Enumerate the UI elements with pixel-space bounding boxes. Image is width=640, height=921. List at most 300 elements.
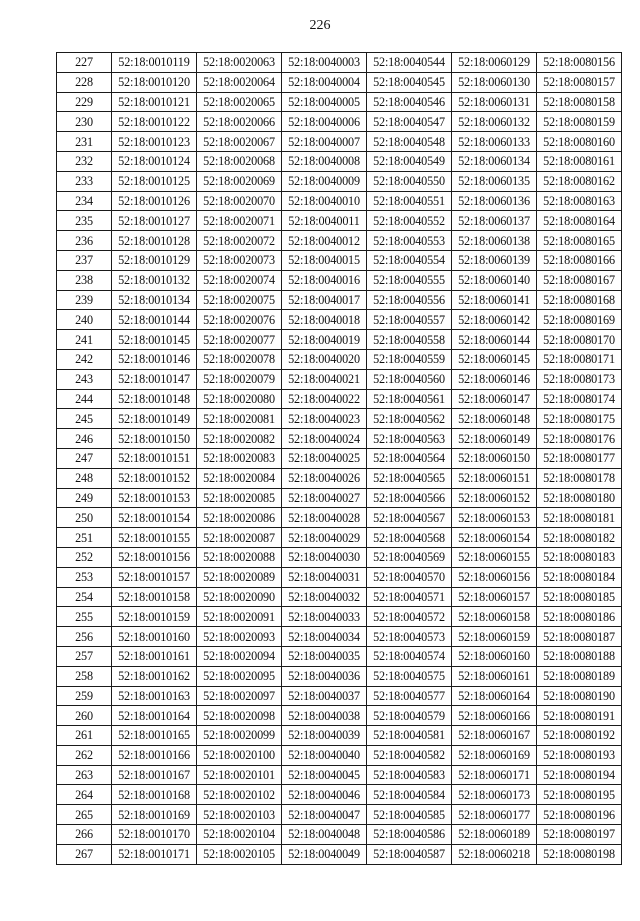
cadastral-number-cell: 52:18:0060150 xyxy=(452,448,537,468)
cadastral-number-cell: 52:18:0040040 xyxy=(282,745,367,765)
cadastral-number-cell: 52:18:0060131 xyxy=(452,92,537,112)
cadastral-number-cell: 52:18:0040029 xyxy=(282,528,367,548)
cadastral-number-cell: 52:18:0040557 xyxy=(367,310,452,330)
cadastral-number-cell: 52:18:0040544 xyxy=(367,53,452,73)
cadastral-number-cell: 52:18:0040011 xyxy=(282,211,367,231)
cadastral-number-cell: 52:18:0040018 xyxy=(282,310,367,330)
cadastral-number-cell: 52:18:0020063 xyxy=(197,53,282,73)
cadastral-number-cell: 52:18:0020091 xyxy=(197,607,282,627)
cadastral-number-cell: 52:18:0040034 xyxy=(282,627,367,647)
cadastral-number-cell: 52:18:0010156 xyxy=(112,547,197,567)
cadastral-number-cell: 52:18:0060173 xyxy=(452,785,537,805)
cadastral-number-cell: 52:18:0010129 xyxy=(112,250,197,270)
cadastral-number-cell: 52:18:0040573 xyxy=(367,627,452,647)
cadastral-number-cell: 52:18:0010164 xyxy=(112,706,197,726)
cadastral-number-cell: 52:18:0040024 xyxy=(282,429,367,449)
cadastral-number-cell: 52:18:0040008 xyxy=(282,151,367,171)
cadastral-number-cell: 52:18:0040546 xyxy=(367,92,452,112)
cadastral-number-cell: 52:18:0020102 xyxy=(197,785,282,805)
cadastral-number-cell: 52:18:0040545 xyxy=(367,72,452,92)
row-number-cell: 240 xyxy=(57,310,112,330)
cadastral-number-cell: 52:18:0040006 xyxy=(282,112,367,132)
cadastral-number-cell: 52:18:0020104 xyxy=(197,825,282,845)
table-row xyxy=(57,587,622,607)
cadastral-number-cell: 52:18:0020105 xyxy=(197,844,282,864)
cadastral-number-cell: 52:18:0040035 xyxy=(282,646,367,666)
cadastral-number-cell: 52:18:0010158 xyxy=(112,587,197,607)
cadastral-number-cell: 52:18:0010145 xyxy=(112,330,197,350)
row-number-cell: 255 xyxy=(57,607,112,627)
cadastral-number-cell: 52:18:0010152 xyxy=(112,468,197,488)
table-row xyxy=(57,171,622,191)
cadastral-number-cell: 52:18:0080189 xyxy=(537,666,622,686)
cadastral-number-cell: 52:18:0080183 xyxy=(537,547,622,567)
cadastral-number-cell: 52:18:0060133 xyxy=(452,132,537,152)
cadastral-number-cell: 52:18:0020065 xyxy=(197,92,282,112)
table-row xyxy=(57,191,622,211)
cadastral-number-cell: 52:18:0080164 xyxy=(537,211,622,231)
cadastral-number-cell: 52:18:0040569 xyxy=(367,547,452,567)
cadastral-number-cell: 52:18:0040549 xyxy=(367,151,452,171)
cadastral-number-cell: 52:18:0010126 xyxy=(112,191,197,211)
cadastral-number-cell: 52:18:0010171 xyxy=(112,844,197,864)
cadastral-number-cell: 52:18:0010170 xyxy=(112,825,197,845)
cadastral-number-cell: 52:18:0080191 xyxy=(537,706,622,726)
cadastral-number-cell: 52:18:0080180 xyxy=(537,488,622,508)
cadastral-number-cell: 52:18:0080187 xyxy=(537,627,622,647)
cadastral-number-cell: 52:18:0020066 xyxy=(197,112,282,132)
cadastral-number-cell: 52:18:0040585 xyxy=(367,805,452,825)
cadastral-number-cell: 52:18:0060154 xyxy=(452,528,537,548)
table-row xyxy=(57,112,622,132)
cadastral-number-cell: 52:18:0040028 xyxy=(282,508,367,528)
cadastral-number-cell: 52:18:0040048 xyxy=(282,825,367,845)
cadastral-number-cell: 52:18:0010127 xyxy=(112,211,197,231)
table-row xyxy=(57,745,622,765)
cadastral-number-cell: 52:18:0010149 xyxy=(112,409,197,429)
cadastral-number-cell: 52:18:0040572 xyxy=(367,607,452,627)
cadastral-number-cell: 52:18:0020090 xyxy=(197,587,282,607)
cadastral-number-cell: 52:18:0080160 xyxy=(537,132,622,152)
cadastral-number-cell: 52:18:0040579 xyxy=(367,706,452,726)
cadastral-number-cell: 52:18:0080196 xyxy=(537,805,622,825)
cadastral-number-cell: 52:18:0080158 xyxy=(537,92,622,112)
cadastral-number-cell: 52:18:0080168 xyxy=(537,290,622,310)
cadastral-number-cell: 52:18:0040556 xyxy=(367,290,452,310)
cadastral-number-cell: 52:18:0060167 xyxy=(452,726,537,746)
cadastral-number-cell: 52:18:0060169 xyxy=(452,745,537,765)
table-row xyxy=(57,429,622,449)
cadastral-number-cell: 52:18:0010165 xyxy=(112,726,197,746)
cadastral-number-cell: 52:18:0010167 xyxy=(112,765,197,785)
cadastral-number-cell: 52:18:0010161 xyxy=(112,646,197,666)
row-number-cell: 249 xyxy=(57,488,112,508)
cadastral-number-cell: 52:18:0060147 xyxy=(452,389,537,409)
cadastral-number-cell: 52:18:0040566 xyxy=(367,488,452,508)
cadastral-table-container xyxy=(56,52,622,865)
cadastral-number-cell: 52:18:0020086 xyxy=(197,508,282,528)
table-row xyxy=(57,92,622,112)
cadastral-number-cell: 52:18:0040010 xyxy=(282,191,367,211)
cadastral-number-cell: 52:18:0040007 xyxy=(282,132,367,152)
table-row xyxy=(57,72,622,92)
table-row xyxy=(57,448,622,468)
cadastral-number-cell: 52:18:0040016 xyxy=(282,270,367,290)
cadastral-number-cell: 52:18:0020071 xyxy=(197,211,282,231)
table-row xyxy=(57,389,622,409)
table-row xyxy=(57,508,622,528)
cadastral-number-cell: 52:18:0020080 xyxy=(197,389,282,409)
table-row xyxy=(57,231,622,251)
table-row xyxy=(57,646,622,666)
cadastral-number-cell: 52:18:0040023 xyxy=(282,409,367,429)
cadastral-number-cell: 52:18:0040019 xyxy=(282,330,367,350)
cadastral-number-cell: 52:18:0010168 xyxy=(112,785,197,805)
cadastral-number-cell: 52:18:0040586 xyxy=(367,825,452,845)
cadastral-number-cell: 52:18:0020072 xyxy=(197,231,282,251)
table-row xyxy=(57,726,622,746)
cadastral-number-cell: 52:18:0010124 xyxy=(112,151,197,171)
row-number-cell: 267 xyxy=(57,844,112,864)
table-row xyxy=(57,528,622,548)
cadastral-number-cell: 52:18:0080161 xyxy=(537,151,622,171)
cadastral-number-cell: 52:18:0060218 xyxy=(452,844,537,864)
cadastral-number-cell: 52:18:0040550 xyxy=(367,171,452,191)
cadastral-number-cell: 52:18:0040045 xyxy=(282,765,367,785)
cadastral-number-cell: 52:18:0080163 xyxy=(537,191,622,211)
row-number-cell: 251 xyxy=(57,528,112,548)
cadastral-number-cell: 52:18:0040039 xyxy=(282,726,367,746)
cadastral-number-cell: 52:18:0010132 xyxy=(112,270,197,290)
cadastral-number-cell: 52:18:0010153 xyxy=(112,488,197,508)
cadastral-number-cell: 52:18:0010119 xyxy=(112,53,197,73)
cadastral-number-cell: 52:18:0020095 xyxy=(197,666,282,686)
cadastral-number-cell: 52:18:0080182 xyxy=(537,528,622,548)
cadastral-number-cell: 52:18:0010134 xyxy=(112,290,197,310)
row-number-cell: 246 xyxy=(57,429,112,449)
cadastral-number-cell: 52:18:0040009 xyxy=(282,171,367,191)
cadastral-number-cell: 52:18:0060141 xyxy=(452,290,537,310)
row-number-cell: 244 xyxy=(57,389,112,409)
cadastral-number-cell: 52:18:0020103 xyxy=(197,805,282,825)
cadastral-number-cell: 52:18:0060164 xyxy=(452,686,537,706)
row-number-cell: 236 xyxy=(57,231,112,251)
row-number-cell: 266 xyxy=(57,825,112,845)
cadastral-number-cell: 52:18:0020077 xyxy=(197,330,282,350)
cadastral-number-cell: 52:18:0040012 xyxy=(282,231,367,251)
cadastral-number-cell: 52:18:0080197 xyxy=(537,825,622,845)
row-number-cell: 234 xyxy=(57,191,112,211)
table-row xyxy=(57,330,622,350)
cadastral-number-cell: 52:18:0020078 xyxy=(197,349,282,369)
row-number-cell: 254 xyxy=(57,587,112,607)
row-number-cell: 264 xyxy=(57,785,112,805)
cadastral-number-cell: 52:18:0080195 xyxy=(537,785,622,805)
cadastral-number-cell: 52:18:0060142 xyxy=(452,310,537,330)
cadastral-number-cell: 52:18:0040559 xyxy=(367,349,452,369)
cadastral-number-cell: 52:18:0040554 xyxy=(367,250,452,270)
cadastral-number-cell: 52:18:0040574 xyxy=(367,646,452,666)
table-row xyxy=(57,825,622,845)
cadastral-number-cell: 52:18:0060160 xyxy=(452,646,537,666)
cadastral-number-cell: 52:18:0040547 xyxy=(367,112,452,132)
cadastral-number-cell: 52:18:0040004 xyxy=(282,72,367,92)
row-number-cell: 243 xyxy=(57,369,112,389)
cadastral-number-cell: 52:18:0060166 xyxy=(452,706,537,726)
cadastral-number-cell: 52:18:0020079 xyxy=(197,369,282,389)
cadastral-number-cell: 52:18:0040575 xyxy=(367,666,452,686)
cadastral-number-cell: 52:18:0040553 xyxy=(367,231,452,251)
row-number-cell: 242 xyxy=(57,349,112,369)
cadastral-number-cell: 52:18:0020081 xyxy=(197,409,282,429)
cadastral-number-cell: 52:18:0080192 xyxy=(537,726,622,746)
cadastral-number-cell: 52:18:0060159 xyxy=(452,627,537,647)
cadastral-number-cell: 52:18:0080177 xyxy=(537,448,622,468)
cadastral-number-cell: 52:18:0040551 xyxy=(367,191,452,211)
cadastral-number-cell: 52:18:0040577 xyxy=(367,686,452,706)
cadastral-number-cell: 52:18:0040552 xyxy=(367,211,452,231)
cadastral-number-cell: 52:18:0040037 xyxy=(282,686,367,706)
row-number-cell: 232 xyxy=(57,151,112,171)
cadastral-number-cell: 52:18:0010147 xyxy=(112,369,197,389)
table-row xyxy=(57,250,622,270)
cadastral-number-cell: 52:18:0010151 xyxy=(112,448,197,468)
cadastral-number-cell: 52:18:0080169 xyxy=(537,310,622,330)
row-number-cell: 230 xyxy=(57,112,112,132)
row-number-cell: 238 xyxy=(57,270,112,290)
row-number-cell: 229 xyxy=(57,92,112,112)
cadastral-number-cell: 52:18:0010144 xyxy=(112,310,197,330)
table-row xyxy=(57,290,622,310)
row-number-cell: 262 xyxy=(57,745,112,765)
cadastral-number-cell: 52:18:0080159 xyxy=(537,112,622,132)
row-number-cell: 227 xyxy=(57,53,112,73)
table-row xyxy=(57,468,622,488)
cadastral-number-cell: 52:18:0020093 xyxy=(197,627,282,647)
cadastral-number-cell: 52:18:0040548 xyxy=(367,132,452,152)
cadastral-number-cell: 52:18:0060157 xyxy=(452,587,537,607)
cadastral-number-cell: 52:18:0060153 xyxy=(452,508,537,528)
cadastral-number-cell: 52:18:0080186 xyxy=(537,607,622,627)
cadastral-number-cell: 52:18:0020094 xyxy=(197,646,282,666)
cadastral-number-cell: 52:18:0040587 xyxy=(367,844,452,864)
row-number-cell: 247 xyxy=(57,448,112,468)
cadastral-number-cell: 52:18:0080190 xyxy=(537,686,622,706)
cadastral-number-cell: 52:18:0040049 xyxy=(282,844,367,864)
cadastral-number-cell: 52:18:0080175 xyxy=(537,409,622,429)
cadastral-number-cell: 52:18:0040570 xyxy=(367,567,452,587)
cadastral-number-cell: 52:18:0060144 xyxy=(452,330,537,350)
cadastral-number-cell: 52:18:0020097 xyxy=(197,686,282,706)
cadastral-number-cell: 52:18:0020082 xyxy=(197,429,282,449)
table-row xyxy=(57,844,622,864)
cadastral-number-cell: 52:18:0060161 xyxy=(452,666,537,686)
table-row xyxy=(57,706,622,726)
table-row xyxy=(57,132,622,152)
cadastral-number-cell: 52:18:0040021 xyxy=(282,369,367,389)
cadastral-number-cell: 52:18:0010128 xyxy=(112,231,197,251)
cadastral-number-cell: 52:18:0010146 xyxy=(112,349,197,369)
cadastral-number-cell: 52:18:0060132 xyxy=(452,112,537,132)
cadastral-number-cell: 52:18:0080156 xyxy=(537,53,622,73)
row-number-cell: 239 xyxy=(57,290,112,310)
cadastral-number-cell: 52:18:0040027 xyxy=(282,488,367,508)
cadastral-number-cell: 52:18:0040047 xyxy=(282,805,367,825)
cadastral-number-cell: 52:18:0010160 xyxy=(112,627,197,647)
cadastral-number-cell: 52:18:0040026 xyxy=(282,468,367,488)
cadastral-number-cell: 52:18:0080194 xyxy=(537,765,622,785)
cadastral-number-cell: 52:18:0040581 xyxy=(367,726,452,746)
table-row xyxy=(57,270,622,290)
cadastral-number-cell: 52:18:0010163 xyxy=(112,686,197,706)
cadastral-number-cell: 52:18:0020075 xyxy=(197,290,282,310)
cadastral-number-cell: 52:18:0080188 xyxy=(537,646,622,666)
cadastral-number-cell: 52:18:0020099 xyxy=(197,726,282,746)
cadastral-number-cell: 52:18:0010148 xyxy=(112,389,197,409)
cadastral-number-cell: 52:18:0060129 xyxy=(452,53,537,73)
cadastral-number-cell: 52:18:0020100 xyxy=(197,745,282,765)
cadastral-number-cell: 52:18:0010169 xyxy=(112,805,197,825)
cadastral-number-cell: 52:18:0040565 xyxy=(367,468,452,488)
cadastral-number-cell: 52:18:0060156 xyxy=(452,567,537,587)
cadastral-number-cell: 52:18:0060155 xyxy=(452,547,537,567)
cadastral-number-cell: 52:18:0010123 xyxy=(112,132,197,152)
cadastral-number-cell: 52:18:0040017 xyxy=(282,290,367,310)
cadastral-number-cell: 52:18:0060138 xyxy=(452,231,537,251)
cadastral-number-cell: 52:18:0010157 xyxy=(112,567,197,587)
table-row xyxy=(57,607,622,627)
cadastral-number-cell: 52:18:0040036 xyxy=(282,666,367,686)
cadastral-number-cell: 52:18:0010121 xyxy=(112,92,197,112)
table-row xyxy=(57,369,622,389)
cadastral-number-cell: 52:18:0080165 xyxy=(537,231,622,251)
cadastral-number-cell: 52:18:0040032 xyxy=(282,587,367,607)
cadastral-number-cell: 52:18:0040582 xyxy=(367,745,452,765)
cadastral-number-cell: 52:18:0010120 xyxy=(112,72,197,92)
cadastral-number-cell: 52:18:0060140 xyxy=(452,270,537,290)
cadastral-number-cell: 52:18:0060158 xyxy=(452,607,537,627)
cadastral-number-cell: 52:18:0020068 xyxy=(197,151,282,171)
cadastral-number-cell: 52:18:0080176 xyxy=(537,429,622,449)
table-row xyxy=(57,805,622,825)
page-number: 226 xyxy=(309,18,331,33)
cadastral-number-cell: 52:18:0010122 xyxy=(112,112,197,132)
table-row xyxy=(57,151,622,171)
cadastral-number-cell: 52:18:0020067 xyxy=(197,132,282,152)
cadastral-number-cell: 52:18:0080178 xyxy=(537,468,622,488)
table-row xyxy=(57,488,622,508)
cadastral-number-cell: 52:18:0020064 xyxy=(197,72,282,92)
cadastral-number-cell: 52:18:0080171 xyxy=(537,349,622,369)
cadastral-number-cell: 52:18:0060152 xyxy=(452,488,537,508)
cadastral-number-cell: 52:18:0060135 xyxy=(452,171,537,191)
table-row xyxy=(57,547,622,567)
cadastral-number-cell: 52:18:0060136 xyxy=(452,191,537,211)
row-number-cell: 259 xyxy=(57,686,112,706)
cadastral-number-cell: 52:18:0040560 xyxy=(367,369,452,389)
table-row xyxy=(57,53,622,73)
row-number-cell: 256 xyxy=(57,627,112,647)
cadastral-number-cell: 52:18:0040030 xyxy=(282,547,367,567)
cadastral-number-cell: 52:18:0060171 xyxy=(452,765,537,785)
cadastral-number-cell: 52:18:0040015 xyxy=(282,250,367,270)
cadastral-number-cell: 52:18:0060148 xyxy=(452,409,537,429)
row-number-cell: 235 xyxy=(57,211,112,231)
cadastral-number-cell: 52:18:0080174 xyxy=(537,389,622,409)
row-number-cell: 261 xyxy=(57,726,112,746)
row-number-cell: 257 xyxy=(57,646,112,666)
row-number-cell: 233 xyxy=(57,171,112,191)
table-row xyxy=(57,785,622,805)
cadastral-number-cell: 52:18:0020101 xyxy=(197,765,282,785)
row-number-cell: 248 xyxy=(57,468,112,488)
cadastral-number-cell: 52:18:0080185 xyxy=(537,587,622,607)
cadastral-number-cell: 52:18:0040571 xyxy=(367,587,452,607)
cadastral-number-cell: 52:18:0020085 xyxy=(197,488,282,508)
cadastral-number-cell: 52:18:0040567 xyxy=(367,508,452,528)
cadastral-number-cell: 52:18:0020074 xyxy=(197,270,282,290)
cadastral-number-cell: 52:18:0020087 xyxy=(197,528,282,548)
table-row xyxy=(57,627,622,647)
cadastral-number-cell: 52:18:0040003 xyxy=(282,53,367,73)
cadastral-number-cell: 52:18:0020089 xyxy=(197,567,282,587)
row-number-cell: 265 xyxy=(57,805,112,825)
cadastral-number-cell: 52:18:0040583 xyxy=(367,765,452,785)
cadastral-number-cell: 52:18:0020073 xyxy=(197,250,282,270)
cadastral-number-cell: 52:18:0040046 xyxy=(282,785,367,805)
cadastral-number-cell: 52:18:0040005 xyxy=(282,92,367,112)
cadastral-number-cell: 52:18:0080157 xyxy=(537,72,622,92)
cadastral-number-cell: 52:18:0060151 xyxy=(452,468,537,488)
cadastral-number-cell: 52:18:0040564 xyxy=(367,448,452,468)
row-number-cell: 260 xyxy=(57,706,112,726)
row-number-cell: 250 xyxy=(57,508,112,528)
cadastral-number-cell: 52:18:0010159 xyxy=(112,607,197,627)
cadastral-number-cell: 52:18:0020083 xyxy=(197,448,282,468)
cadastral-number-cell: 52:18:0080193 xyxy=(537,745,622,765)
cadastral-number-table xyxy=(56,52,622,865)
cadastral-number-cell: 52:18:0040020 xyxy=(282,349,367,369)
row-number-cell: 258 xyxy=(57,666,112,686)
row-number-cell: 237 xyxy=(57,250,112,270)
cadastral-number-cell: 52:18:0060146 xyxy=(452,369,537,389)
row-number-cell: 241 xyxy=(57,330,112,350)
cadastral-number-cell: 52:18:0060134 xyxy=(452,151,537,171)
cadastral-number-cell: 52:18:0040561 xyxy=(367,389,452,409)
cadastral-number-cell: 52:18:0020076 xyxy=(197,310,282,330)
table-row xyxy=(57,765,622,785)
cadastral-number-cell: 52:18:0020084 xyxy=(197,468,282,488)
cadastral-number-cell: 52:18:0010125 xyxy=(112,171,197,191)
cadastral-number-cell: 52:18:0060130 xyxy=(452,72,537,92)
row-number-cell: 253 xyxy=(57,567,112,587)
cadastral-number-cell: 52:18:0040558 xyxy=(367,330,452,350)
cadastral-number-cell: 52:18:0040025 xyxy=(282,448,367,468)
cadastral-number-cell: 52:18:0060137 xyxy=(452,211,537,231)
cadastral-number-cell: 52:18:0060139 xyxy=(452,250,537,270)
cadastral-number-cell: 52:18:0080181 xyxy=(537,508,622,528)
cadastral-number-cell: 52:18:0040562 xyxy=(367,409,452,429)
table-row xyxy=(57,666,622,686)
cadastral-number-cell: 52:18:0080162 xyxy=(537,171,622,191)
table-row xyxy=(57,211,622,231)
cadastral-number-cell: 52:18:0080170 xyxy=(537,330,622,350)
cadastral-number-cell: 52:18:0010150 xyxy=(112,429,197,449)
cadastral-number-cell: 52:18:0040022 xyxy=(282,389,367,409)
cadastral-number-cell: 52:18:0060145 xyxy=(452,349,537,369)
cadastral-number-cell: 52:18:0080167 xyxy=(537,270,622,290)
cadastral-number-cell: 52:18:0010166 xyxy=(112,745,197,765)
